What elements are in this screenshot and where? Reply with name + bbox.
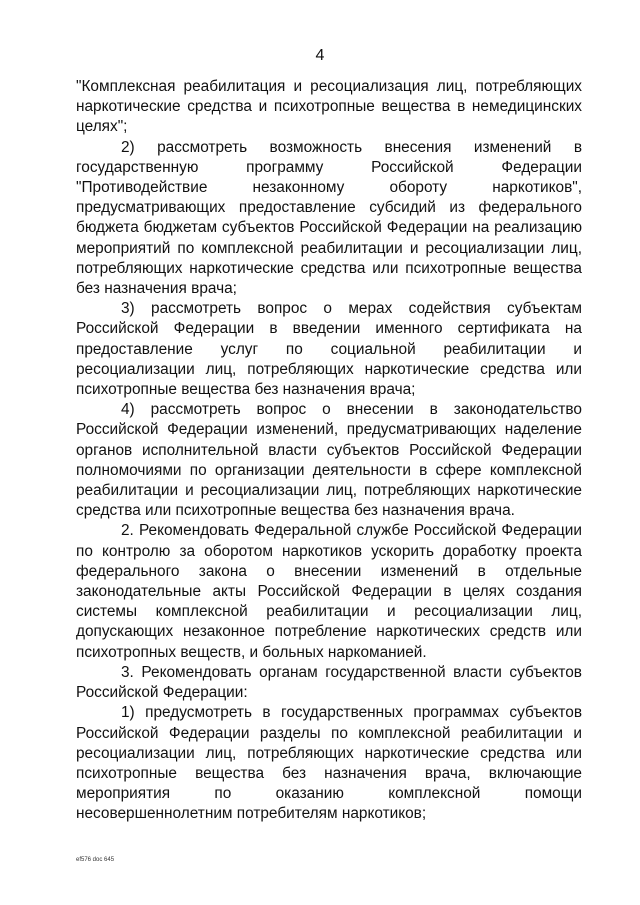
paragraph-item-2: 2) рассмотреть возможность внесения изменений в государственную программу Российской Федерации "Противодействие незаконному обороту наркотиков", предусматривающих предоставление субсидий из федерального бюджета бюджетам субъектов Российской Федерации на реализацию мероприятий по комплексной реабилитации и ресоциализации лиц, потребляющих наркотические средства или психотропные вещества без назначения врача; — [76, 138, 582, 298]
page-number: 4 — [315, 47, 325, 64]
paragraph-program-title: "Комплексная реабилитация и ресоциализация лиц, потребляющих наркотические средства и психотропные вещества в немедицинских целях"; — [76, 78, 582, 136]
paragraph-section-3-item-1: 1) предусмотреть в государственных программах субъектов Российской Федерации разделы по комплексной реабилитации и ресоциализации лиц, потребляющих наркотические средства или психотропные вещества без назначения врача, включающие мероприятия по оказанию комплексной помощи несовершеннолетним потребителям наркотиков; — [76, 704, 582, 823]
paragraph-section-2: 2. Рекомендовать Федеральной службе Российской Федерации по контролю за оборотом наркотиков ускорить доработку проекта федерального закона о внесении изменений в отдельные законодательные акты Российской Федерации в целях создания системы комплексной реабилитации и ресоциализации лиц, допускающих незаконное потребление наркотических средств или психотропных веществ, и больных наркоманией. — [76, 522, 582, 661]
footer-doc-code: ef576 doc 645 — [76, 857, 115, 863]
paragraph-item-4: 4) рассмотреть вопрос о внесении в законодательство Российской Федерации изменений, предусматривающих наделение органов исполнительной власти субъектов Российской Федерации полномочиями по организации деятельности в сфере комплексной реабилитации и ресоциализации лиц, потребляющих наркотические средства или психотропные вещества без назначения врача. — [76, 401, 582, 520]
paragraph-section-3: 3. Рекомендовать органам государственной власти субъектов Российской Федерации: — [76, 663, 582, 702]
paragraph-item-3: 3) рассмотреть вопрос о мерах содействия субъектам Российской Федерации в введении именного сертификата на предоставление услуг по социальной реабилитации и ресоциализации лиц, потребляющих наркотические средства или психотропные вещества без назначения врача; — [76, 300, 582, 399]
document-body — [76, 77, 582, 825]
